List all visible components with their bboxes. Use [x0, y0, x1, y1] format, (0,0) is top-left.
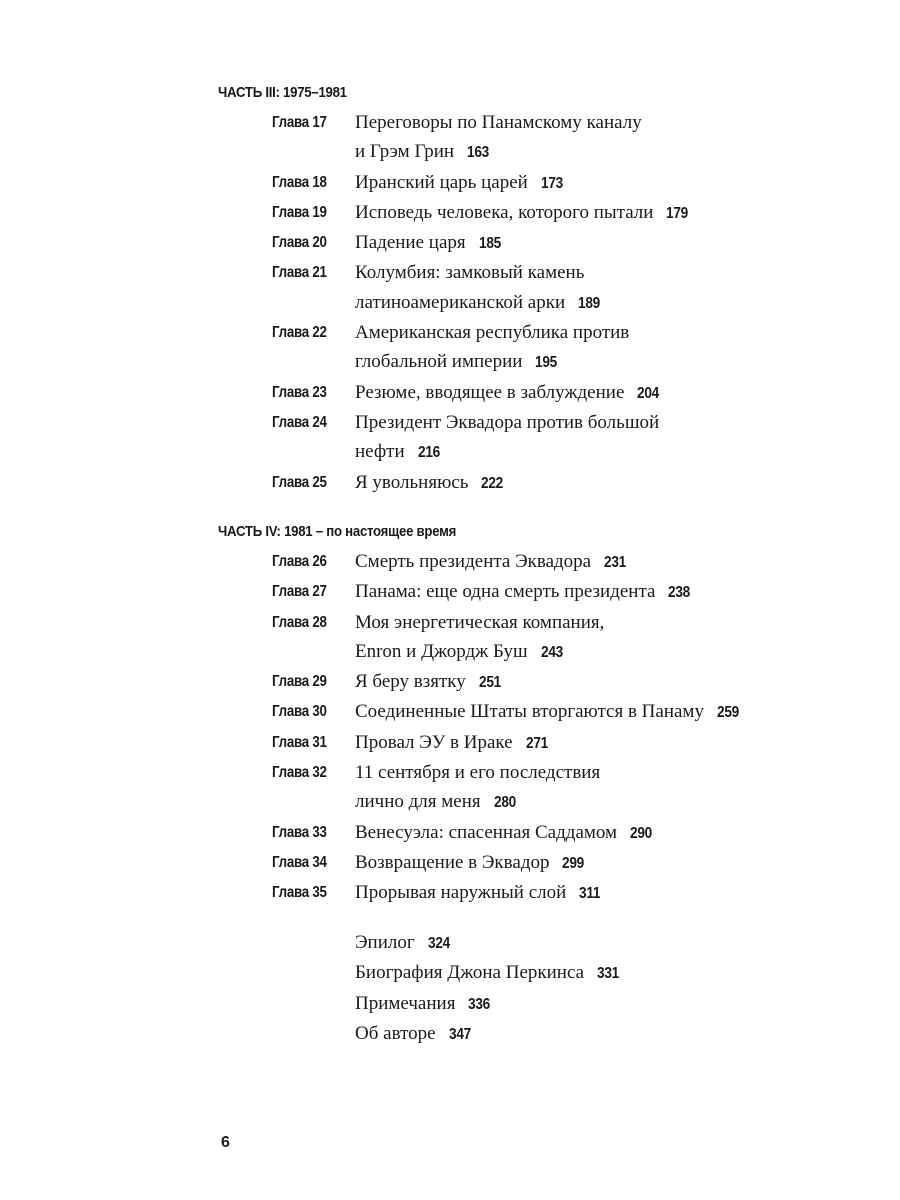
chapter-title-text: Провал ЭУ в Ираке	[355, 731, 513, 753]
back-matter-text: Об авторе	[355, 1022, 436, 1044]
toc-entry	[0, 108, 900, 168]
chapter-title-line	[355, 547, 875, 577]
chapter-title-text: латиноамериканской арки	[355, 291, 566, 313]
page-reference: 336	[468, 995, 491, 1013]
page-reference: 216	[417, 444, 440, 462]
part-3-heading: ЧАСТЬ III: 1975–1981	[218, 84, 347, 101]
chapter-title-text: Президент Эквадора против большой	[355, 411, 660, 433]
chapter-title-text: Резюме, вводящее в заблуждение	[355, 381, 625, 403]
page-reference: 243	[540, 643, 563, 661]
chapter-title-line	[355, 108, 875, 137]
chapter-title-line	[355, 787, 875, 817]
chapter-title-text: Enron и Джордж Буш	[355, 640, 528, 662]
page-reference: 259	[716, 704, 739, 722]
chapter-title	[355, 168, 875, 198]
page-reference: 347	[448, 1025, 471, 1043]
chapter-title-line	[355, 258, 875, 287]
chapter-label: Глава 33	[272, 823, 327, 841]
page-reference: 189	[578, 294, 601, 312]
chapter-label: Глава 18	[272, 173, 327, 191]
chapter-title	[355, 408, 875, 468]
chapter-label: Глава 20	[272, 234, 327, 252]
back-matter-entry	[0, 1019, 900, 1049]
chapter-title-line	[355, 878, 875, 908]
chapter-title	[355, 848, 875, 878]
toc-entry	[0, 697, 900, 727]
page-reference: 324	[427, 935, 450, 952]
chapter-title	[355, 378, 875, 408]
chapter-title	[355, 818, 875, 848]
page-reference: 331	[597, 965, 620, 983]
page-reference: 231	[604, 554, 627, 571]
back-matter-line	[355, 928, 875, 958]
back-matter-entry	[0, 989, 900, 1019]
chapter-title	[355, 577, 875, 607]
chapter-title	[355, 468, 875, 498]
chapter-title-text: Я увольняюсь	[355, 471, 469, 493]
toc-entry	[0, 848, 900, 878]
chapter-title-line	[355, 288, 875, 318]
chapter-title-line	[355, 697, 875, 727]
chapter-title-line	[355, 728, 875, 758]
chapter-title-text: лично для меня	[355, 791, 481, 813]
chapter-label: Глава 17	[272, 114, 327, 131]
back-matter-text: Биография Джона Перкинса	[355, 962, 585, 984]
chapter-label: Глава 28	[272, 613, 327, 631]
chapter-title	[355, 697, 875, 727]
back-matter-entry	[0, 958, 900, 988]
toc-entry	[0, 758, 900, 818]
chapter-title-line	[355, 758, 875, 787]
part-4-chapter-list	[0, 547, 900, 909]
chapter-title	[355, 258, 875, 318]
chapter-title-line	[355, 137, 875, 167]
toc-entry	[0, 318, 900, 378]
chapter-label: Глава 26	[272, 553, 327, 570]
chapter-label: Глава 29	[272, 673, 327, 691]
chapter-title	[355, 228, 875, 258]
back-matter-title	[355, 989, 875, 1019]
page-reference: 271	[525, 734, 548, 752]
chapter-title	[355, 198, 875, 228]
back-matter-title	[355, 958, 875, 988]
page-reference: 204	[637, 384, 660, 402]
chapter-title	[355, 758, 875, 818]
back-matter-list	[0, 928, 900, 1049]
chapter-title-line	[355, 577, 875, 607]
chapter-title-line	[355, 378, 875, 408]
chapter-title-line	[355, 667, 875, 697]
chapter-label: Глава 22	[272, 324, 327, 342]
chapter-title-text: Американская республика против	[355, 322, 630, 344]
page-reference: 251	[478, 674, 501, 692]
toc-entry	[0, 408, 900, 468]
page-reference: 185	[478, 235, 501, 253]
toc-entry	[0, 258, 900, 318]
toc-entry	[0, 728, 900, 758]
back-matter-line	[355, 989, 875, 1019]
chapter-label: Глава 21	[272, 264, 327, 282]
chapter-title-line	[355, 198, 875, 228]
toc-entry	[0, 547, 900, 577]
chapter-label: Глава 24	[272, 413, 327, 431]
toc-entry	[0, 667, 900, 697]
chapter-title-text: Исповедь человека, которого пытали	[355, 201, 654, 223]
chapter-title-text: Моя энергетическая компания,	[355, 611, 605, 633]
chapter-title-line	[355, 637, 875, 667]
back-matter-title	[355, 1019, 875, 1049]
chapter-title	[355, 318, 875, 378]
chapter-label: Глава 23	[272, 383, 327, 401]
chapter-title-text: Иранский царь царей	[355, 171, 528, 193]
part-4-heading: ЧАСТЬ IV: 1981 – по настоящее время	[218, 523, 457, 540]
chapter-label: Глава 32	[272, 764, 327, 782]
chapter-title-text: Я беру взятку	[355, 671, 466, 693]
chapter-title-line	[355, 848, 875, 878]
chapter-title-text: 11 сентября и его последствия	[355, 762, 601, 784]
page-reference: 238	[668, 584, 691, 602]
back-matter-entry	[0, 928, 900, 958]
chapter-title	[355, 667, 875, 697]
chapter-title-text: глобальной империи	[355, 351, 523, 373]
part-3-chapter-list	[0, 108, 900, 498]
back-matter-line	[355, 1019, 875, 1049]
chapter-label: Глава 27	[272, 583, 327, 601]
chapter-label: Глава 35	[272, 884, 327, 902]
toc-entry	[0, 608, 900, 668]
chapter-title	[355, 108, 875, 168]
chapter-label: Глава 25	[272, 473, 327, 491]
back-matter-line	[355, 958, 875, 988]
page-reference: 290	[630, 824, 653, 842]
chapter-title-text: Падение царя	[355, 232, 466, 254]
chapter-label: Глава 19	[272, 203, 327, 221]
chapter-title-text: Прорывая наружный слой	[355, 882, 567, 904]
page-reference: 163	[467, 144, 490, 162]
chapter-title-text: и Грэм Грин	[355, 141, 455, 163]
toc-entry	[0, 818, 900, 848]
chapter-title-line	[355, 408, 875, 437]
chapter-title-line	[355, 468, 875, 498]
page-reference: 311	[579, 885, 601, 903]
chapter-title-text: Возвращение в Эквадор	[355, 851, 550, 873]
toc-entry	[0, 168, 900, 198]
chapter-title-text: Переговоры по Панамскому каналу	[355, 112, 642, 133]
chapter-title	[355, 608, 875, 668]
chapter-title	[355, 728, 875, 758]
page-reference: 280	[493, 794, 516, 812]
page-reference: 173	[540, 174, 563, 192]
toc-entry	[0, 577, 900, 607]
page-number: 6	[221, 1134, 230, 1151]
page-reference: 195	[535, 354, 558, 372]
chapter-title-text: Смерть президента Эквадора	[355, 551, 592, 572]
chapter-label: Глава 34	[272, 853, 327, 871]
chapter-title-text: Соединенные Штаты вторгаются в Панаму	[355, 701, 704, 723]
chapter-title-line	[355, 608, 875, 637]
chapter-title-line	[355, 437, 875, 467]
toc-entry	[0, 468, 900, 498]
chapter-title	[355, 878, 875, 908]
chapter-title-line	[355, 347, 875, 377]
page-reference: 222	[481, 474, 504, 492]
page-reference: 299	[562, 854, 585, 872]
chapter-title-text: Панама: еще одна смерть президента	[355, 581, 656, 603]
toc-entry	[0, 878, 900, 908]
page-reference: 179	[666, 204, 689, 222]
chapter-title-text: Колумбия: замковый камень	[355, 262, 585, 284]
back-matter-text: Эпилог	[355, 932, 415, 953]
toc-entry	[0, 378, 900, 408]
back-matter-text: Примечания	[355, 992, 456, 1014]
chapter-title-text: Венесуэла: спасенная Саддамом	[355, 821, 618, 843]
toc-entry	[0, 198, 900, 228]
chapter-label: Глава 31	[272, 733, 327, 751]
chapter-title-line	[355, 318, 875, 347]
chapter-title-line	[355, 818, 875, 848]
chapter-label: Глава 30	[272, 703, 327, 721]
chapter-title-line	[355, 168, 875, 198]
chapter-title	[355, 547, 875, 577]
chapter-title-line	[355, 228, 875, 258]
chapter-title-text: нефти	[355, 441, 405, 463]
toc-entry	[0, 228, 900, 258]
back-matter-title	[355, 928, 875, 958]
